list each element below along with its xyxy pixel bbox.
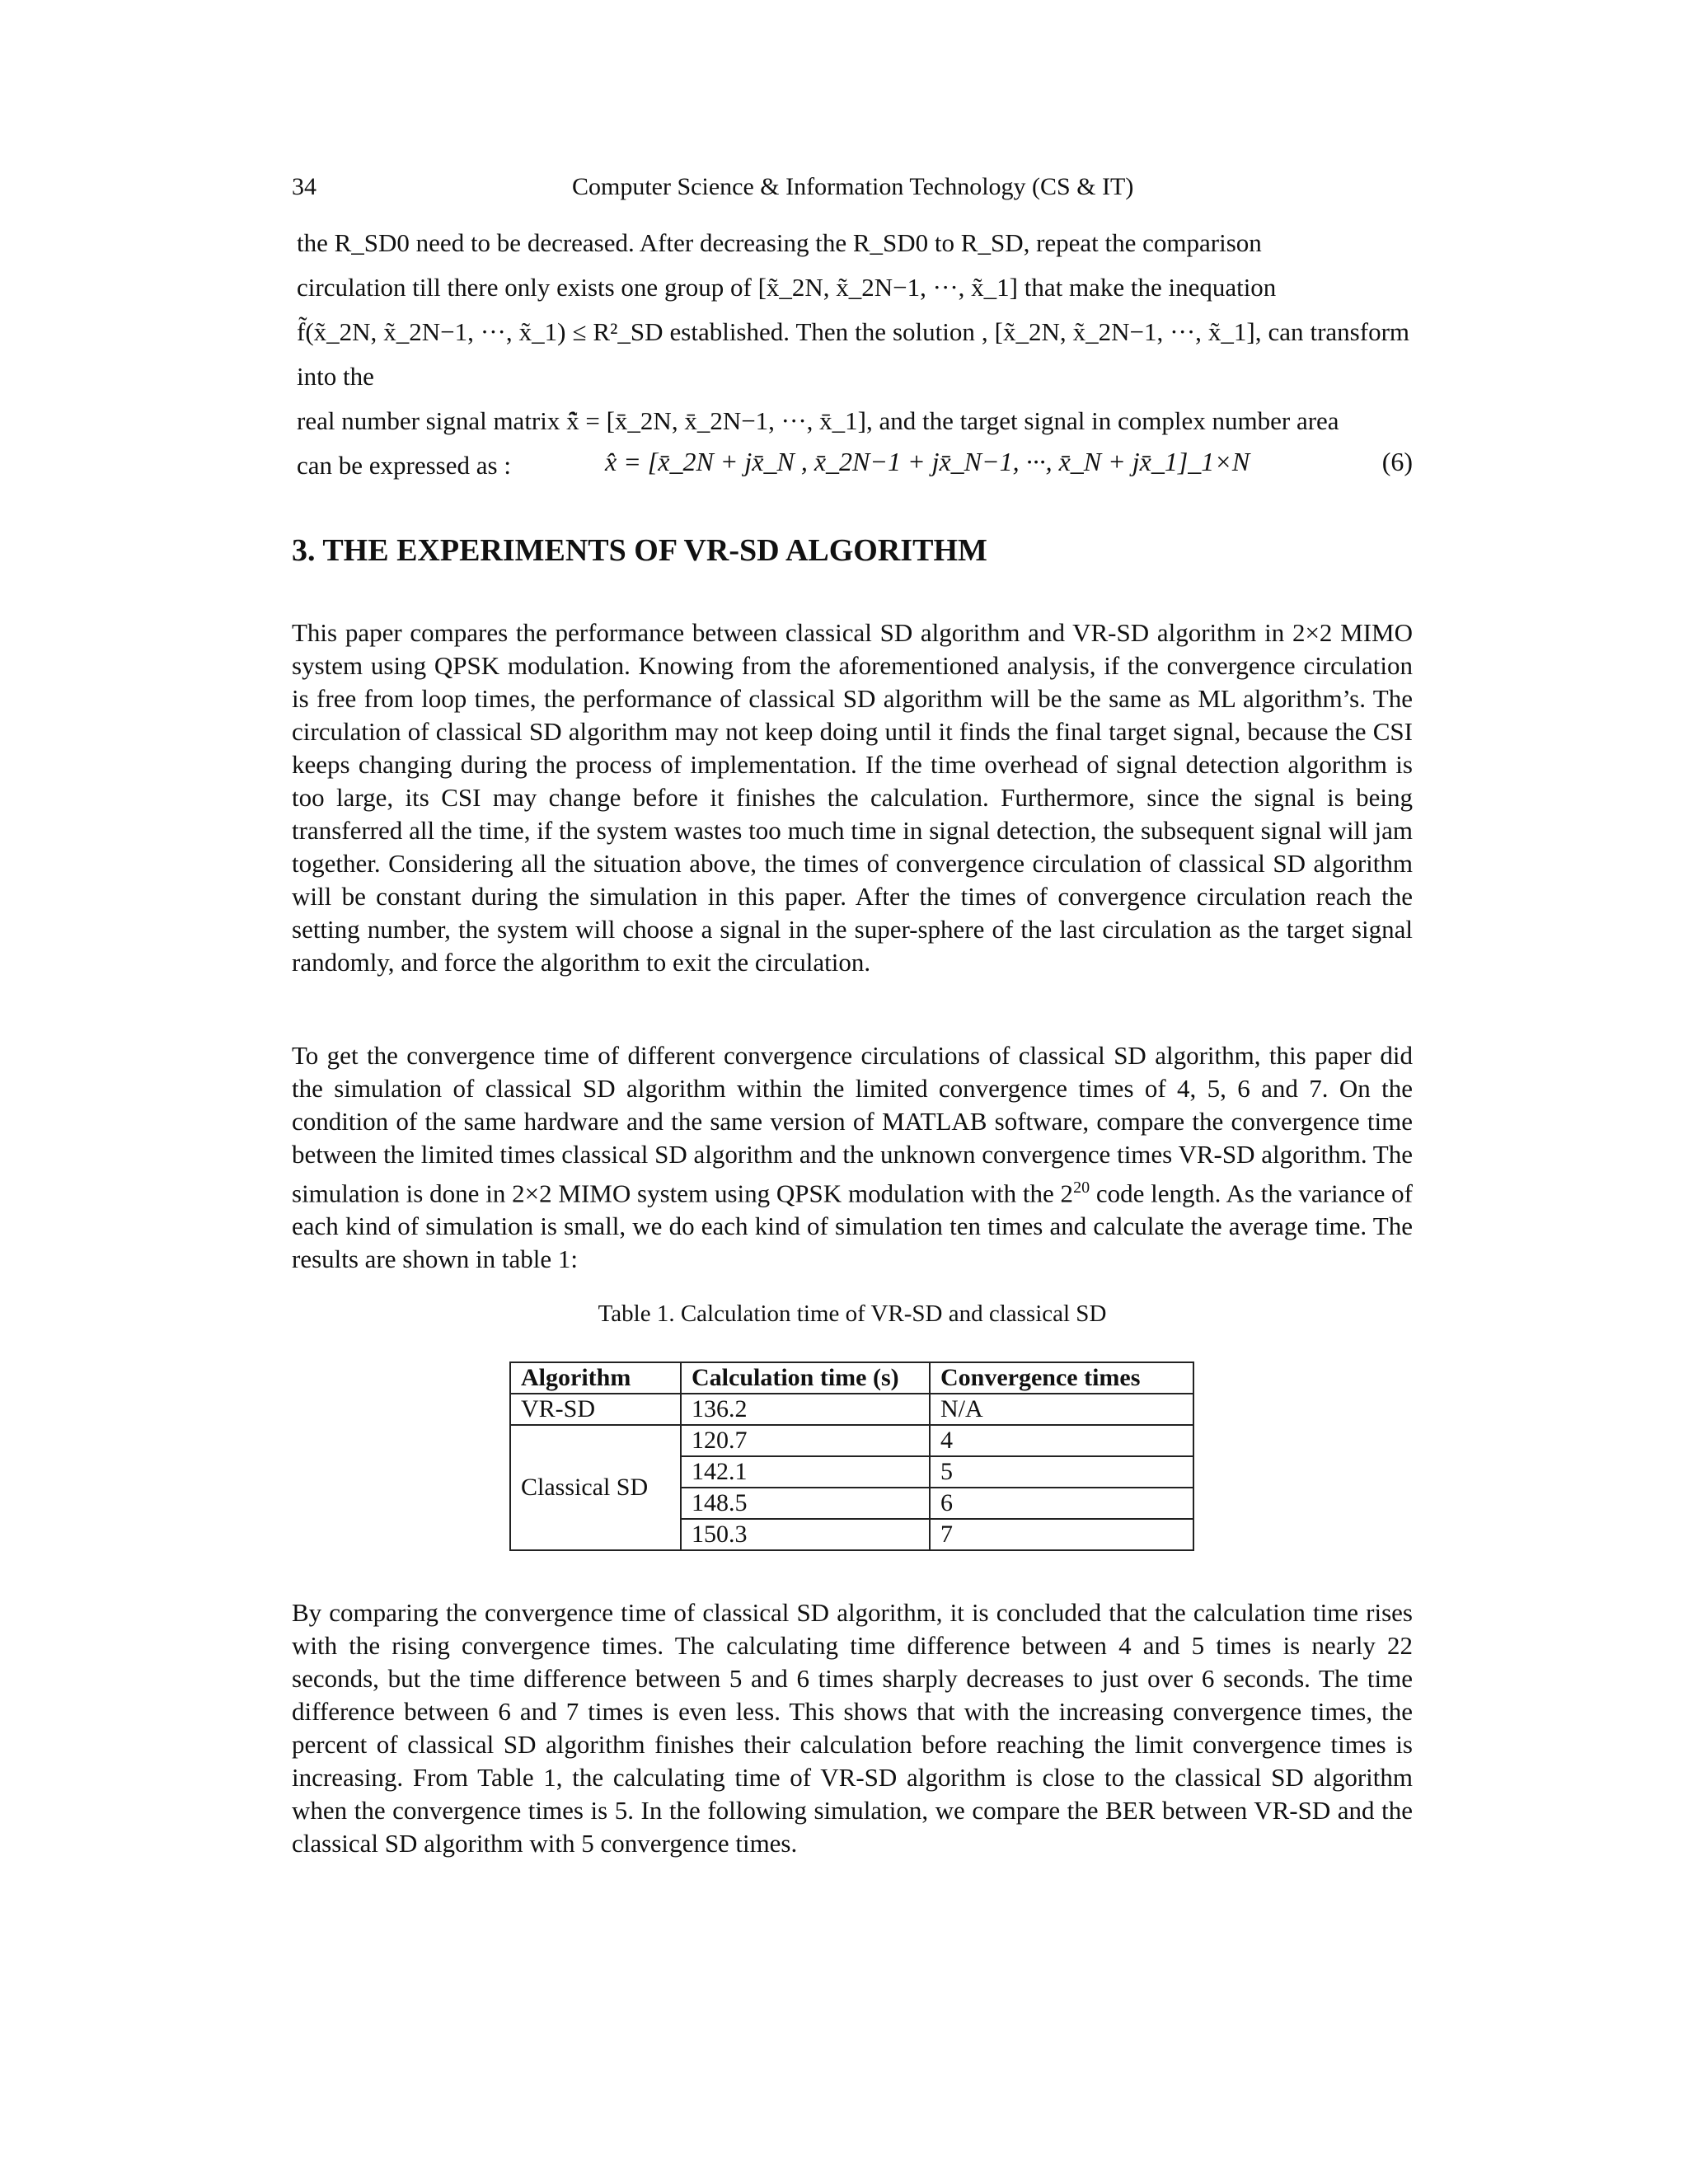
equation-number: (6)	[1381, 447, 1413, 476]
table-caption: Table 1. Calculation time of VR-SD and classical SD	[598, 1301, 1107, 1327]
intro-line-5: can be expressed as :	[297, 451, 511, 480]
header-algorithm: Algorithm	[510, 1362, 681, 1394]
code-length-exponent: 20	[1073, 1179, 1090, 1197]
cell-convergence: 5	[930, 1456, 1193, 1488]
paragraph-2	[292, 1039, 1413, 1276]
running-title: Computer Science & Information Technology (CS & IT)	[572, 173, 1134, 200]
paragraph-2-part-1: To get the convergence time of different convergence circulations of classical SD algorithm, this paper did the simulation of classical SD algorithm within the limited convergence times of 4, 5, 6 and 7. On the condition of the same hardware and the same version of MATLAB software, compare the convergence time between the limited times classical SD algorithm and the unknown convergence times VR-SD algorithm. The simulation is done in 2×2 MIMO system using QPSK modulation with the 2	[292, 1041, 1413, 1208]
page-number: 34	[292, 173, 316, 200]
intro-line-1: the R_SD0 need to be decreased. After decreasing the R_SD0 to R_SD, repeat the comparison	[297, 228, 1262, 257]
cell-convergence: N/A	[930, 1394, 1193, 1425]
header-calculation-time: Calculation time (s)	[681, 1362, 930, 1394]
cell-convergence: 7	[930, 1519, 1193, 1550]
intro-line-4: real number signal matrix x̂̃ = [x̄_2N, x̄_2N−1, ···, x̄_1], and the target signal in complex number area	[297, 406, 1339, 435]
intro-line-2: circulation till there only exists one group of [x̃_2N, x̃_2N−1, ···, x̃_1] that make the inequation	[297, 273, 1277, 302]
paragraph-1: This paper compares the performance between classical SD algorithm and VR-SD algorithm in 2×2 MIMO system using QPSK modulation. Knowing from the aforementioned analysis, if the convergence circulation is free from loop times, the performance of classical SD algorithm will be the same as ML algorithm’s. The circulation of classical SD algorithm may not keep doing until it finds the final target signal, because the CSI keeps changing during the process of implementation. If the time overhead of signal detection algorithm is too large, its CSI may change before it finishes the calculation. Furthermore, since the signal is being transferred all the time, if the system wastes too much time in signal detection, the subsequent signal will jam together. Considering all the situation above, the times of convergence circulation of classical SD algorithm will be constant during the simulation in this paper. After the times of convergence circulation reach the setting number, the system will choose a signal in the super-sphere of the last circulation as the target signal randomly, and force the algorithm to exit the circulation.	[292, 618, 1413, 977]
equation-formula: x̂ = [x̄_2N + jx̄_N , x̄_2N−1 + jx̄_N−1, ···, x̄_N + jx̄_1]_1×N	[605, 447, 1250, 476]
running-header	[292, 173, 1413, 206]
equation-6	[292, 447, 1413, 488]
results-table	[509, 1361, 1194, 1551]
paragraph-2-part-2: code length. As the variance of each kind of simulation is small, we do each kind of simulation ten times and calculate the average time. The results are shown in table 1:	[292, 1179, 1414, 1274]
cell-time: 142.1	[681, 1456, 930, 1488]
cell-time: 148.5	[681, 1488, 930, 1519]
table-row	[510, 1425, 1193, 1456]
cell-time: 136.2	[681, 1394, 930, 1425]
cell-algorithm-classical: Classical SD	[510, 1425, 681, 1550]
cell-convergence: 6	[930, 1488, 1193, 1519]
table-row	[510, 1394, 1193, 1425]
header-convergence-times: Convergence times	[930, 1362, 1193, 1394]
cell-algorithm-vrsd: VR-SD	[510, 1394, 681, 1425]
intro-line-3: f̃(x̃_2N, x̃_2N−1, ···, x̃_1) ≤ R²_SD established. Then the solution , [x̃_2N, x̃_2N−1, ···, x̃_1], can transform into the	[297, 317, 1409, 391]
cell-time: 150.3	[681, 1519, 930, 1550]
table-header-row	[510, 1362, 1193, 1394]
section-heading: 3. THE EXPERIMENTS OF VR-SD ALGORITHM	[292, 533, 987, 568]
paragraph-3: By comparing the convergence time of classical SD algorithm, it is concluded that the calculation time rises with the rising convergence times. The calculating time difference between 4 and 5 times is nearly 22 seconds, but the time difference between 5 and 6 times sharply decreases to just over 6 seconds. The time difference between 6 and 7 times is even less. This shows that with the increasing convergence times, the percent of classical SD algorithm finishes their calculation before reaching the limit convergence times is increasing. From Table 1, the calculating time of VR-SD algorithm is close to the classical SD algorithm when the convergence times is 5. In the following simulation, we compare the BER between VR-SD and the classical SD algorithm with 5 convergence times.	[292, 1598, 1413, 1858]
cell-convergence: 4	[930, 1425, 1193, 1456]
cell-time: 120.7	[681, 1425, 930, 1456]
